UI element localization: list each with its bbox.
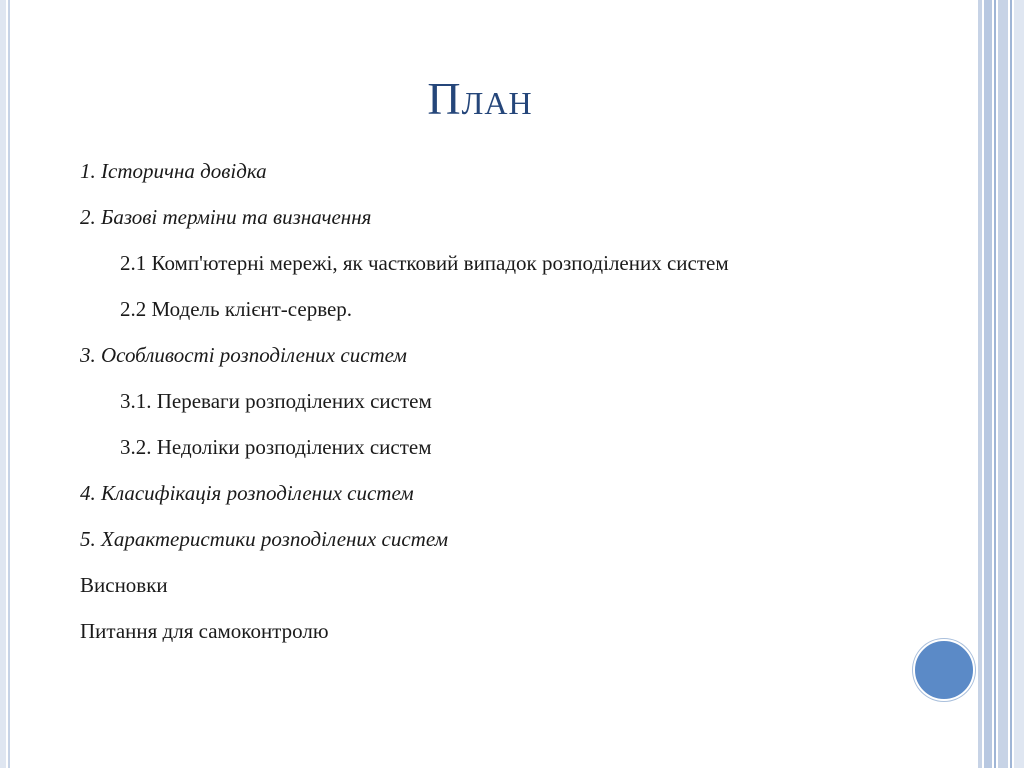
plan-item: 5. Характеристики розподілених систем (80, 527, 449, 551)
right-band-stripe (998, 0, 1008, 768)
plan-subitem: 3.2. Недоліки розподілених систем (120, 435, 432, 459)
right-band-stripe (1010, 0, 1012, 768)
plan-list (80, 148, 970, 654)
plan-subitem: 2.2 Модель клієнт-сервер. (120, 297, 353, 321)
plan-subitem: 2.1 Комп'ютерні мережі, як частковий випадок розподілених систем (120, 251, 729, 275)
plan-item: 2. Базові терміни та визначення (80, 205, 372, 229)
decorative-circle-icon (913, 639, 975, 701)
plan-subitem: 3.1. Переваги розподілених систем (120, 389, 432, 413)
plan-item: 1. Історична довідка (80, 159, 267, 183)
right-band-stripe (1014, 0, 1024, 768)
plan-item: 3. Особливості розподілених систем (80, 343, 407, 367)
right-band-stripe (978, 0, 982, 768)
right-band-stripe (994, 0, 996, 768)
plan-item: 4. Класифікація розподілених систем (80, 481, 414, 505)
plan-item: Питання для самоконтролю (80, 619, 329, 643)
plan-item: Висновки (80, 573, 168, 597)
slide-title: План (427, 73, 533, 124)
right-band-stripe (984, 0, 992, 768)
